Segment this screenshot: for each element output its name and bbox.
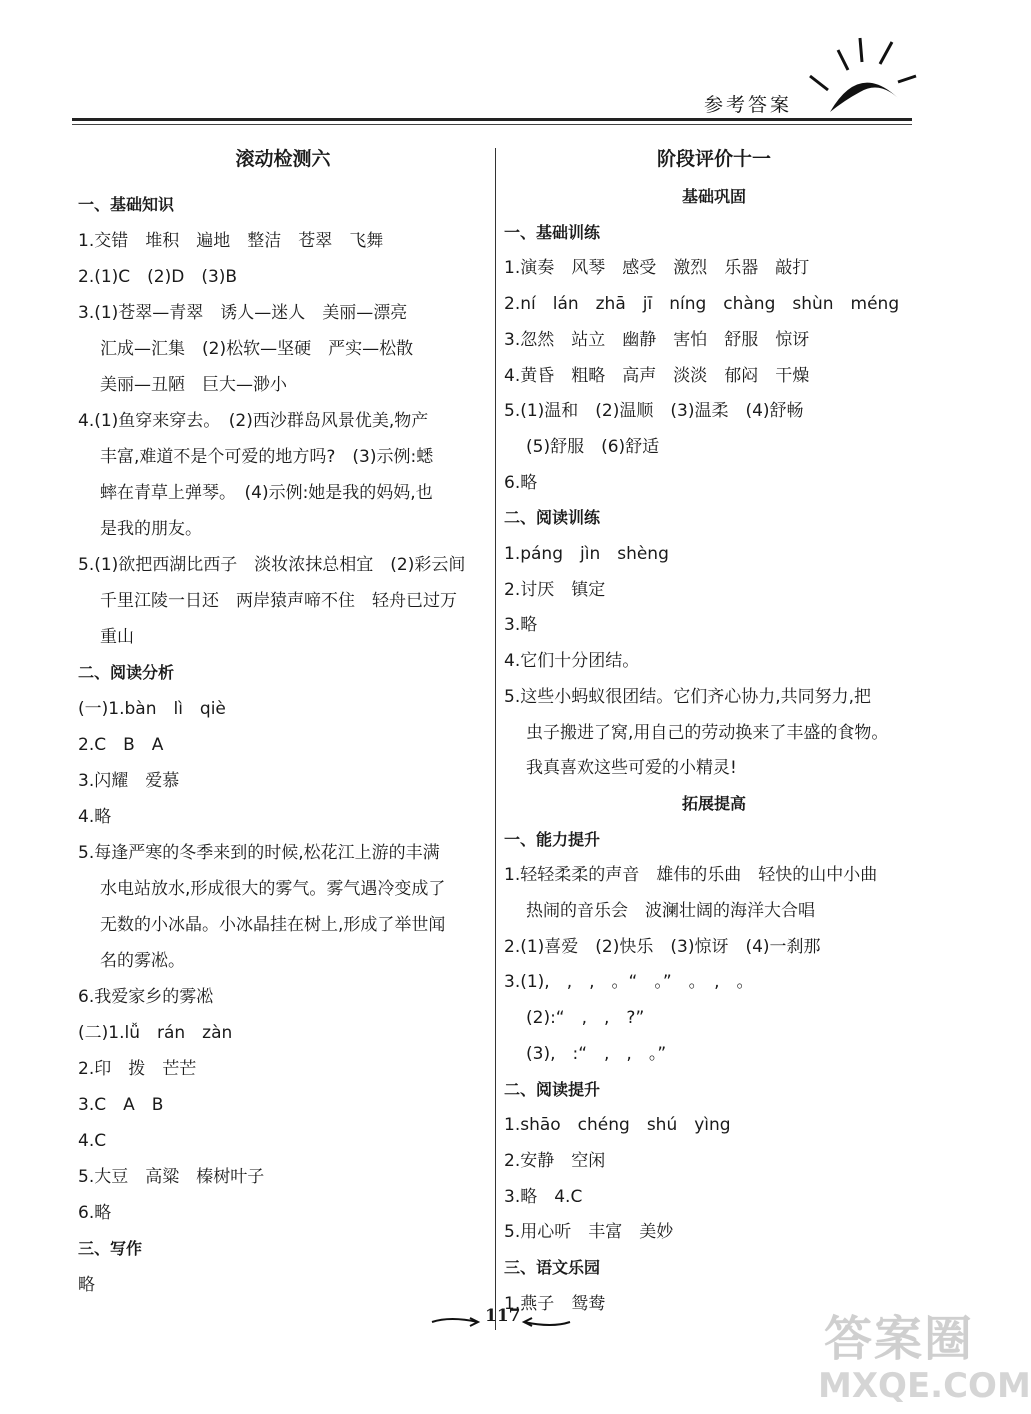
answer-line: 5.这些小蚂蚁很团结。它们齐心协力,共同努力,把: [504, 687, 872, 707]
watermark-logo: [818, 1300, 1031, 1410]
answer-line: 3.闪耀 爱慕: [78, 771, 180, 791]
answer-line: 重山: [100, 627, 134, 647]
section-heading: 二、阅读分析: [78, 663, 175, 682]
answer-line: 3.忽然 站立 幽静 害怕 舒服 惊讶: [504, 330, 810, 350]
answer-line: (一)1.bàn lì qiè: [78, 699, 226, 719]
answer-line: 5.(1)温和 (2)温顺 (3)温柔 (4)舒畅: [504, 401, 804, 421]
answer-line: 蟀在青草上弹琴。 (4)示例:她是我的妈妈,也: [100, 483, 433, 503]
answer-line: 2.讨厌 镇定: [504, 580, 606, 600]
answer-line: (5)舒服 (6)舒适: [526, 437, 660, 457]
answer-line: 1.演奏 风琴 感受 激烈 乐器 敲打: [504, 258, 810, 278]
answer-line: 1.páng jìn shèng: [504, 544, 669, 564]
answer-line: 3.略 4.C: [504, 1187, 583, 1207]
answer-line: 1.轻轻柔柔的声音 雄伟的乐曲 轻快的山中小曲: [504, 865, 878, 885]
section-heading: 一、能力提升: [504, 830, 601, 849]
answer-line: 水电站放水,形成很大的雾气。雾气遇冷变成了: [100, 879, 446, 899]
answer-line: 4.(1)鱼穿来穿去。 (2)西沙群岛风景优美,物产: [78, 411, 429, 431]
answer-line: 5.用心听 丰富 美妙: [504, 1222, 674, 1242]
footer-ornament-left-icon: [430, 1312, 480, 1332]
footer-ornament-right-icon: [522, 1312, 572, 1332]
answer-line: (二)1.lǚ rán zàn: [78, 1023, 233, 1043]
answer-line: 5.每逢严寒的冬季来到的时候,松花江上游的丰满: [78, 843, 440, 863]
answer-line: 4.C: [78, 1131, 107, 1151]
answer-line: (3), :“ , , 。”: [526, 1044, 667, 1064]
section-subtitle: 拓展提高: [681, 794, 746, 813]
answer-line: 2.印 拨 芒芒: [78, 1059, 197, 1079]
section-heading: 一、基础知识: [78, 195, 175, 214]
answer-line: 3.(1)苍翠—青翠 诱人—迷人 美丽—漂亮: [78, 303, 408, 323]
answer-line: (2):“ , , ?”: [526, 1008, 645, 1028]
page-header: [0, 0, 1000, 130]
answer-line: 3.(1), , , 。“ 。” 。 , 。: [504, 972, 754, 992]
answer-line: 我真喜欢这些可爱的小精灵!: [526, 758, 737, 778]
section-title: 阶段评价十一: [656, 148, 771, 170]
answer-line: 千里江陵一日还 两岸猿声啼不住 轻舟已过万: [100, 591, 457, 611]
answer-line: 丰富,难道不是个可爱的地方吗? (3)示例:蟋: [100, 447, 434, 467]
header-rule-thick: [72, 118, 912, 121]
section-heading: 一、基础训练: [504, 223, 601, 242]
answer-line: 1.shāo chéng shú yìng: [504, 1115, 731, 1135]
answer-line: 2.(1)C (2)D (3)B: [78, 267, 238, 287]
answer-line: 6.我爱家乡的雾凇: [78, 987, 214, 1007]
page-number: 117: [485, 1306, 521, 1326]
answer-line: 5.大豆 高粱 榛树叶子: [78, 1167, 265, 1187]
answer-line: 1.燕子 鸳鸯: [504, 1294, 606, 1314]
answer-line: 虫子搬进了窝,用自己的劳动换来了丰盛的食物。: [526, 723, 889, 743]
answer-line: 2.(1)喜爱 (2)快乐 (3)惊讶 (4)一刹那: [504, 937, 821, 957]
sun-icon: [800, 20, 920, 130]
section-heading: 三、写作: [78, 1239, 143, 1258]
answer-line: 名的雾凇。: [100, 951, 185, 971]
answer-line: 4.略: [78, 807, 112, 827]
answer-line: 6.略: [504, 473, 538, 493]
answer-line: 5.(1)欲把西湖比西子 淡妆浓抹总相宜 (2)彩云间: [78, 555, 466, 575]
answer-line: 略: [78, 1275, 95, 1295]
answer-line: 3.C A B: [78, 1095, 164, 1115]
column-divider: [495, 148, 496, 1330]
section-title: 滚动检测六: [235, 148, 331, 170]
section-heading: 三、语文乐园: [504, 1258, 601, 1277]
answer-line: 2.C B A: [78, 735, 164, 755]
answer-line: 4.黄昏 粗略 高声 淡淡 郁闷 干燥: [504, 366, 810, 386]
answer-line: 4.它们十分团结。: [504, 651, 640, 671]
watermark-url: MXQE.COM: [818, 1366, 1031, 1406]
answer-line: 汇成—汇集 (2)松软—坚硬 严实—松散: [100, 339, 414, 359]
header-title: 参考答案: [704, 94, 793, 116]
answer-line: 无数的小冰晶。小冰晶挂在树上,形成了举世闻: [100, 915, 446, 935]
answer-line: 是我的朋友。: [100, 519, 202, 539]
answer-line: 3.略: [504, 615, 538, 635]
answer-line: 2.ní lán zhā jī níng chàng shùn méng: [504, 294, 900, 314]
answer-line: 热闹的音乐会 波澜壮阔的海洋大合唱: [526, 901, 815, 921]
answer-line: 2.安静 空闲: [504, 1151, 606, 1171]
answer-line: 1.交错 堆积 遍地 整洁 苍翠 飞舞: [78, 231, 384, 251]
section-heading: 二、阅读训练: [504, 508, 601, 527]
section-heading: 二、阅读提升: [504, 1080, 601, 1099]
watermark-text: 答案圈: [824, 1311, 975, 1367]
page-footer: [430, 1304, 570, 1334]
section-subtitle: 基础巩固: [681, 187, 746, 206]
answer-line: 美丽—丑陋 巨大—渺小: [100, 375, 287, 395]
header-rule-thin: [72, 124, 912, 125]
answer-line: 6.略: [78, 1203, 112, 1223]
